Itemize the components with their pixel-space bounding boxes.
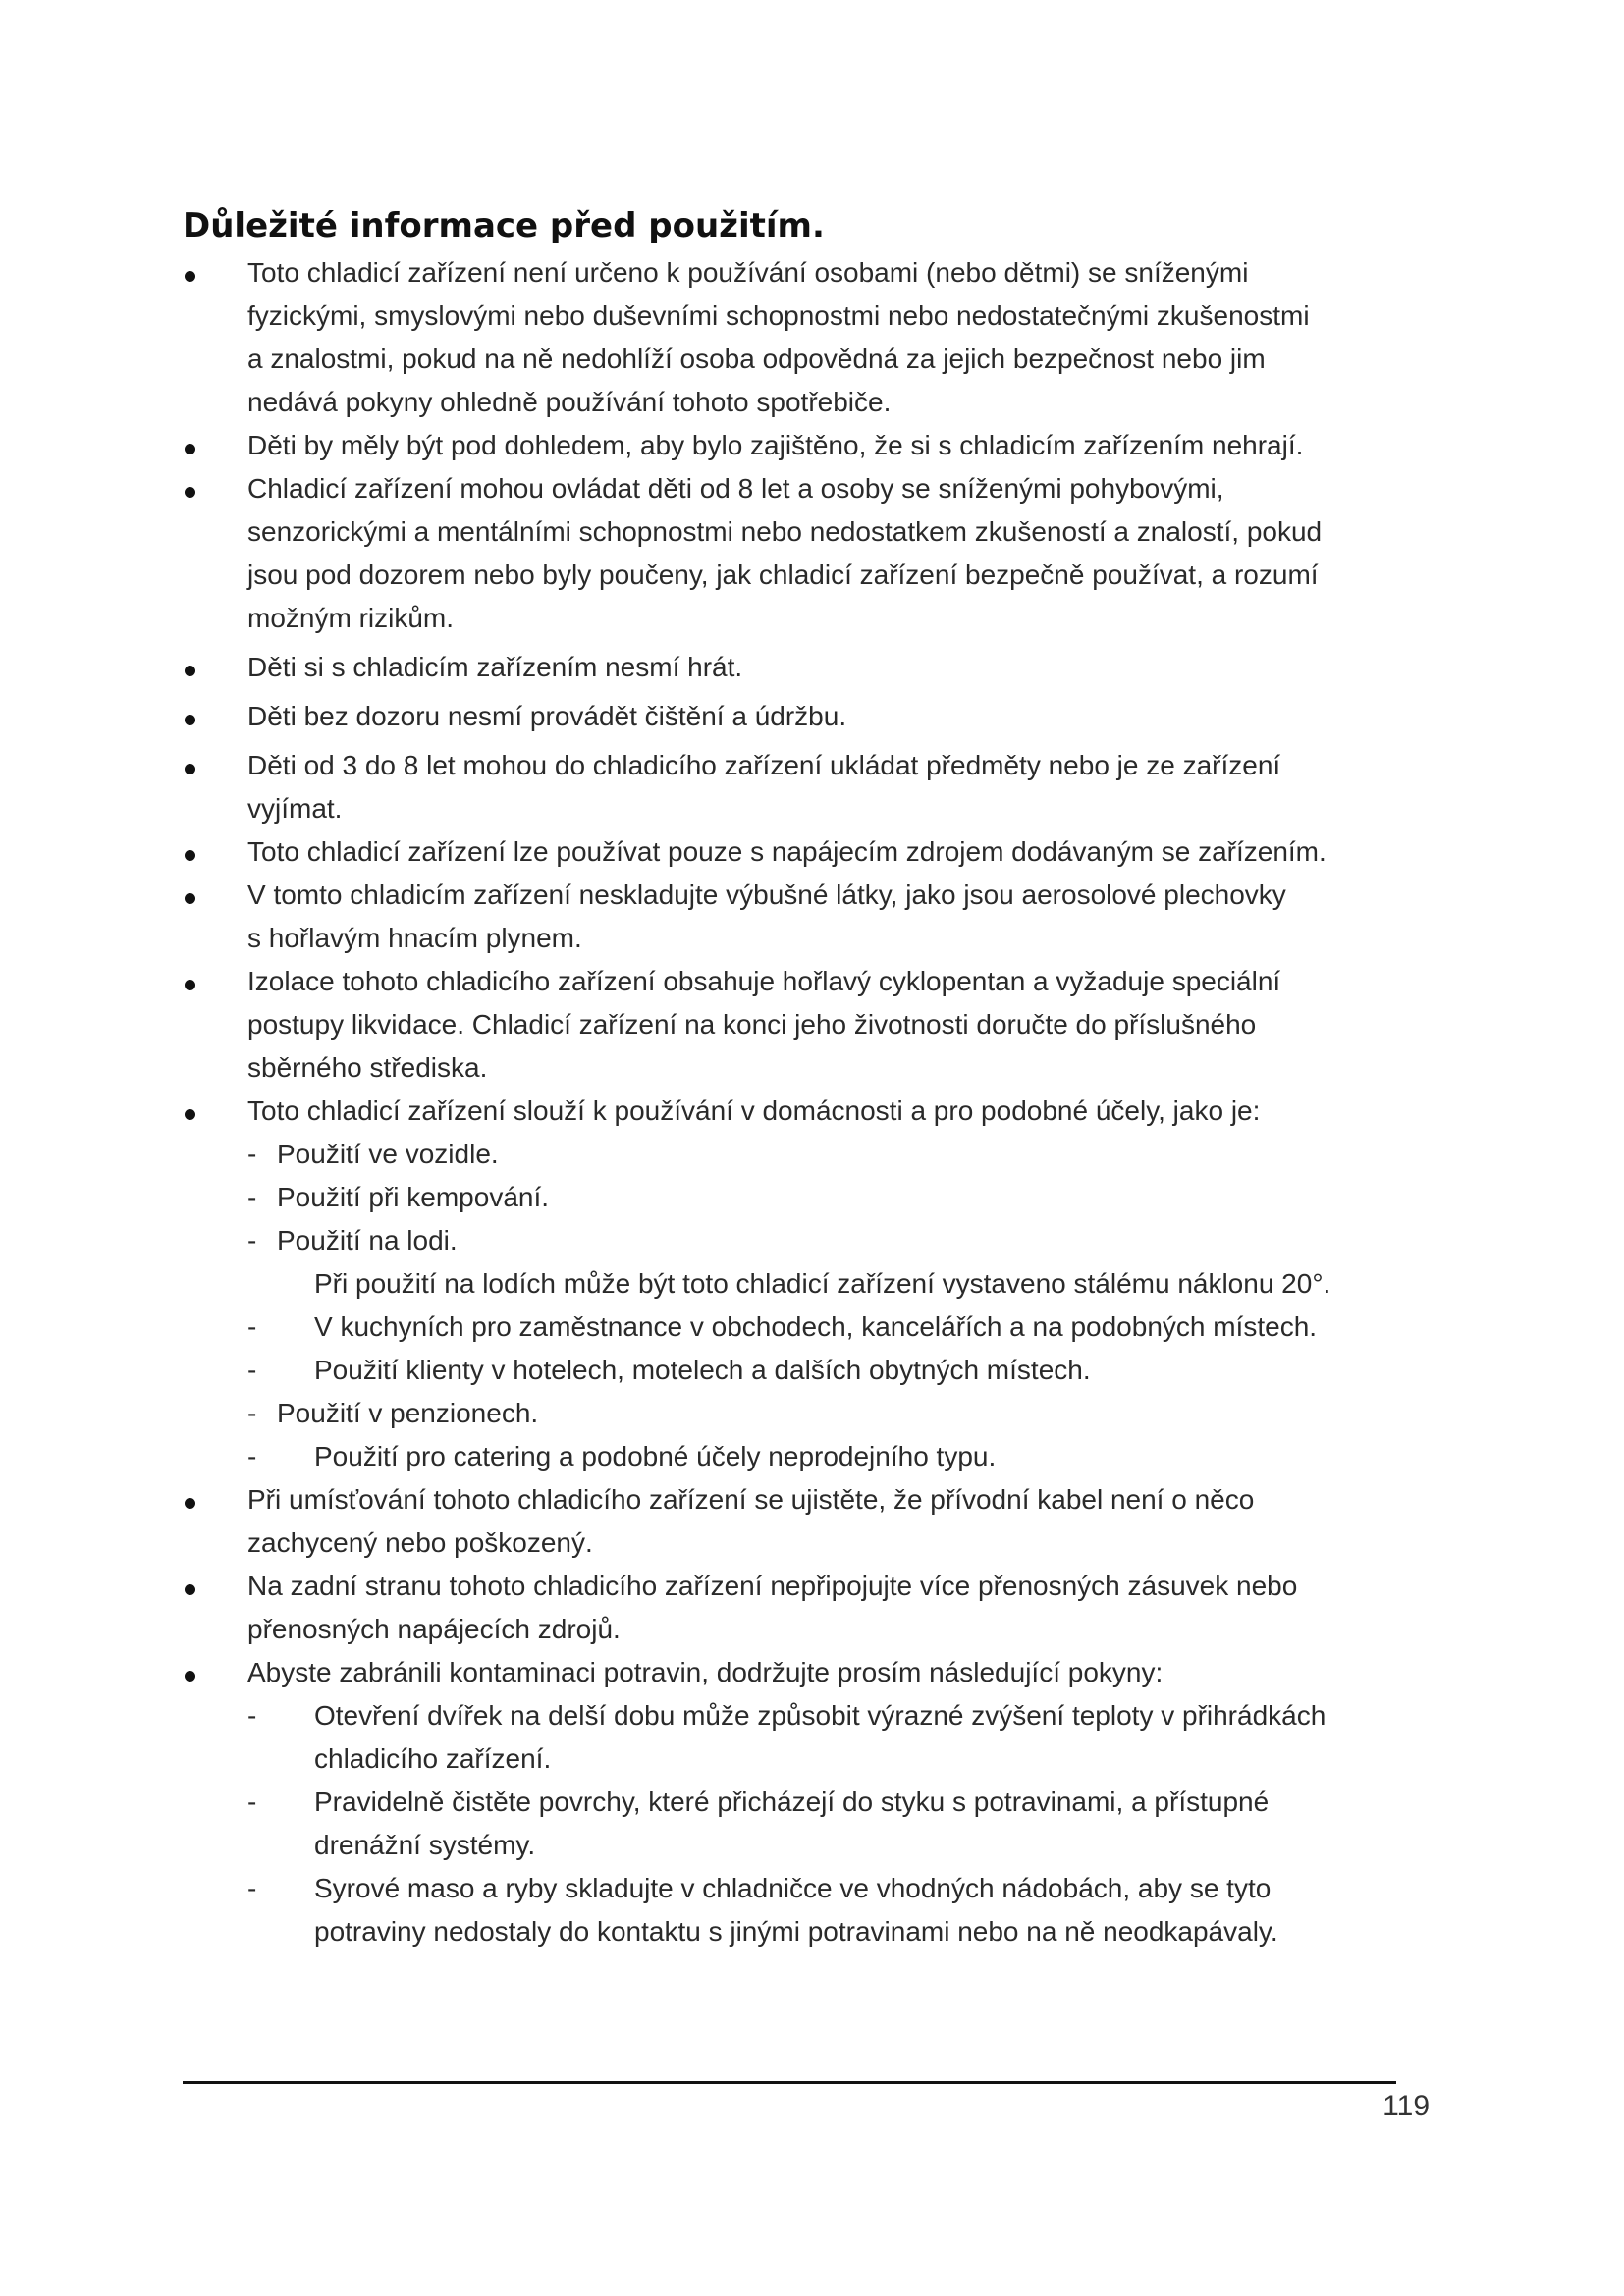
dash-marker: - (247, 1787, 257, 1817)
sub-item-text: V kuchyních pro zaměstnance v obchodech, kancelářích a na podobných místech. (314, 1311, 1318, 1342)
list-item-text: Chladicí zařízení mohou ovládat děti od 8 let a osoby se sníženými pohybovými, senzorickými a mentálními schopnostmi nebo nedostatkem zkušeností a znalostí, pokud jsou pod dozorem nebo byly poučeny, jak chladicí zařízení bezpečně používat, a rozumí možným rizikům. (247, 473, 1323, 633)
sub-item-text: Použití pro catering a podobné účely neprodejního typu. (314, 1441, 997, 1471)
sub-item (247, 1219, 1432, 1262)
dash-marker: - (247, 1311, 257, 1342)
sub-item (247, 1694, 1432, 1781)
list-item (183, 1565, 1432, 1651)
page-number: 119 (1382, 2090, 1430, 2122)
sub-item (247, 1435, 1432, 1478)
sub-item (247, 1392, 1432, 1435)
instruction-list (183, 251, 1432, 1953)
sub-item-text: Použití na lodi. (277, 1225, 458, 1255)
list-item (183, 424, 1432, 467)
sub-item (247, 1867, 1432, 1953)
bullet-icon (183, 646, 202, 689)
list-item (183, 1651, 1432, 1953)
dash-marker: - (247, 1355, 257, 1385)
list-item (183, 960, 1432, 1090)
bullet-icon (183, 251, 202, 294)
list-item-text: Abyste zabránili kontaminaci potravin, dodržujte prosím následující pokyny: (247, 1657, 1164, 1687)
footer-divider (183, 2081, 1396, 2084)
sub-item (247, 1781, 1432, 1867)
list-item (183, 467, 1432, 640)
bullet-icon (183, 830, 202, 874)
sub-item-text: Otevření dvířek na delší dobu může způsobit výrazné zvýšení teploty v přihrádkách chladicího zařízení. (314, 1700, 1326, 1774)
list-item (183, 874, 1432, 960)
dash-marker: - (247, 1873, 257, 1903)
dash-marker: - (247, 1225, 257, 1255)
dash-marker: - (247, 1441, 257, 1471)
list-item (183, 1478, 1432, 1565)
sub-item-text: Použití klienty v hotelech, motelech a dalších obytných místech. (314, 1355, 1091, 1385)
sub-list (247, 1133, 1432, 1478)
list-item-text: V tomto chladicím zařízení neskladujte výbušné látky, jako jsou aerosolové plechovky s hořlavým hnacím plynem. (247, 880, 1286, 953)
dash-marker: - (247, 1398, 257, 1428)
sub-item (247, 1176, 1432, 1219)
bullet-icon (183, 1090, 202, 1133)
list-item (183, 646, 1432, 689)
sub-item-text: Pravidelně čistěte povrchy, které přicházejí do styku s potravinami, a přístupné drenážní systémy. (314, 1787, 1270, 1860)
list-item-text: Izolace tohoto chladicího zařízení obsahuje hořlavý cyklopentan a vyžaduje speciální postupy likvidace. Chladicí zařízení na konci jeho životnosti doručte do příslušného sběrného střediska. (247, 966, 1281, 1083)
sub-item-text: Syrové maso a ryby skladujte v chladničce ve vhodných nádobách, aby se tyto potraviny nedostaly do kontaktu s jinými potravinami nebo na ně neodkapávaly. (314, 1873, 1278, 1947)
sub-item-note (247, 1262, 1432, 1306)
list-item (183, 251, 1432, 424)
sub-item (247, 1349, 1432, 1392)
list-item (183, 1090, 1432, 1478)
list-item (183, 830, 1432, 874)
list-item-text: Toto chladicí zařízení lze používat pouze s napájecím zdrojem dodávaným se zařízením. (247, 836, 1326, 867)
list-item-text: Děti od 3 do 8 let mohou do chladicího zařízení ukládat předměty nebo je ze zařízení vyjímat. (247, 750, 1281, 824)
bullet-icon (183, 1651, 202, 1694)
bullet-icon (183, 1478, 202, 1522)
section-heading: Důležité informace před použitím. (183, 206, 825, 245)
list-item-text: Toto chladicí zařízení není určeno k používání osobami (nebo dětmi) se sníženými fyzickými, smyslovými nebo duševními schopnostmi nebo nedostatečnými zkušenostmi a znalostmi, pokud na ně nedohlíží osoba odpovědná za jejich bezpečnost nebo jim nedává pokyny ohledně používání tohoto spotřebiče. (247, 257, 1310, 417)
list-item-text: Děti si s chladicím zařízením nesmí hrát. (247, 652, 743, 682)
sub-item-text: Při použití na lodích může být toto chladicí zařízení vystaveno stálému náklonu 20°. (314, 1268, 1331, 1299)
bullet-icon (183, 1565, 202, 1608)
bullet-icon (183, 960, 202, 1003)
bullet-icon (183, 467, 202, 510)
list-item (183, 695, 1432, 738)
dash-marker: - (247, 1139, 257, 1169)
sub-list (247, 1694, 1432, 1953)
sub-item-text: Použití v penzionech. (277, 1398, 539, 1428)
sub-item (247, 1306, 1432, 1349)
list-item-text: Děti by měly být pod dohledem, aby bylo zajištěno, že si s chladicím zařízením nehrají. (247, 430, 1304, 460)
dash-marker: - (247, 1182, 257, 1212)
list-item-text: Toto chladicí zařízení slouží k používání v domácnosti a pro podobné účely, jako je: (247, 1095, 1261, 1126)
list-item (183, 744, 1432, 830)
dash-marker: - (247, 1700, 257, 1731)
list-item-text: Při umísťování tohoto chladicího zařízení se ujistěte, že přívodní kabel není o něco zachycený nebo poškozený. (247, 1484, 1255, 1558)
list-item-text: Děti bez dozoru nesmí provádět čištění a údržbu. (247, 701, 847, 731)
bullet-icon (183, 744, 202, 787)
list-item-text: Na zadní stranu tohoto chladicího zařízení nepřipojujte více přenosných zásuvek nebo přenosných napájecích zdrojů. (247, 1571, 1298, 1644)
bullet-icon (183, 424, 202, 467)
sub-item-text: Použití při kempování. (277, 1182, 550, 1212)
bullet-icon (183, 695, 202, 738)
sub-item (247, 1133, 1432, 1176)
sub-item-text: Použití ve vozidle. (277, 1139, 499, 1169)
bullet-icon (183, 874, 202, 917)
